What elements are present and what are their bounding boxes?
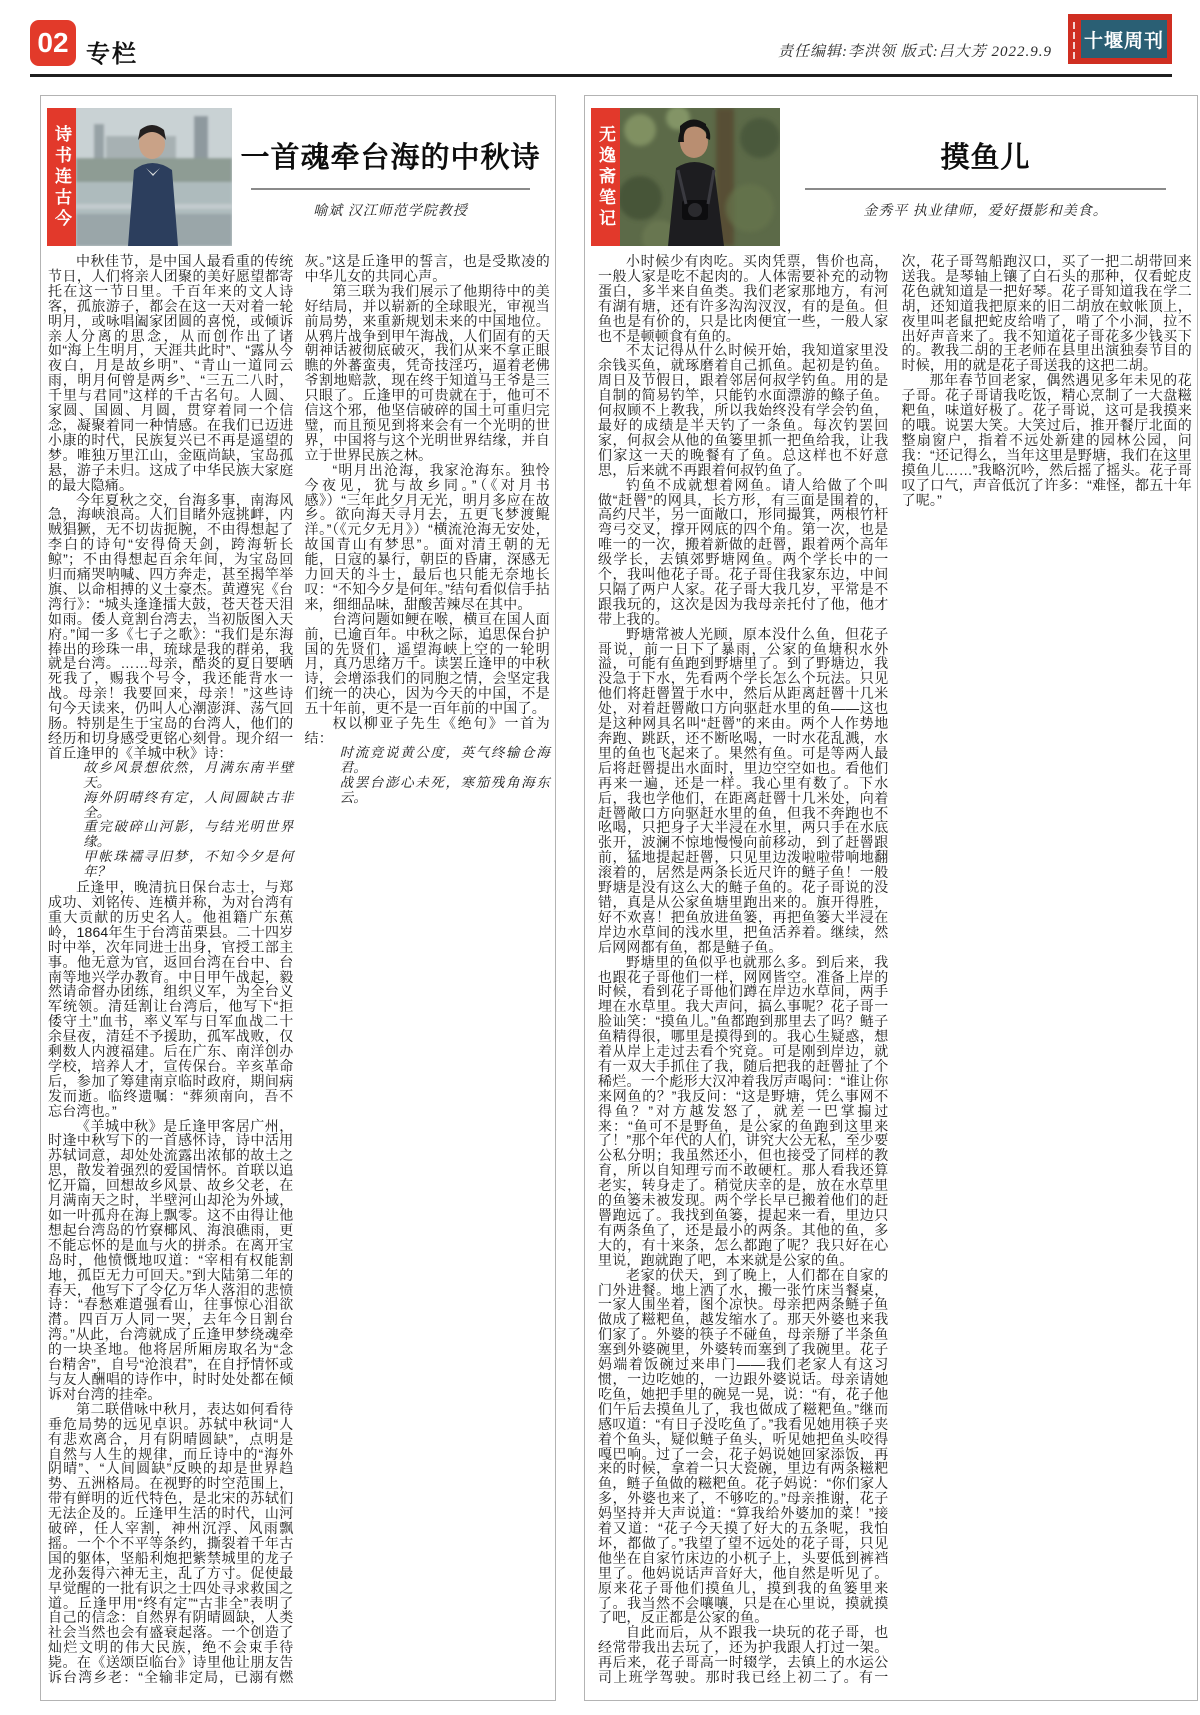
paragraph: 丘逢甲，晚清抗日保台志士，与郑成功、刘铭传、连横并称，为对台湾有重大贡献的历史名人。他祖籍广东蕉岭，1864年生于台湾苗栗县。二十四岁时中举，次年同进士出身，官授工部主事。他无意为官，返回台湾在台中、台南等地兴学办教育。中日甲午战起，毅然请命督办团练，组织义军，为全台义军统领。清廷割让台湾后，他写下“拒倭守土”血书，率义军与日军血战二十余昼夜，清廷不予援助，孤军战败，仅剩数人内渡福建。后在广东、南洋创办学校，培养人才，宣传保台。辛亥革命后，参加了筹建南京临时政府，期间病发而逝。临终遗嘱：“葬须南向，吾不忘台湾也。” xyxy=(48,879,294,1119)
right-title-area xyxy=(780,108,1191,246)
paragraph: 野塘里的鱼似乎也就那么多。到后来，我也跟花子哥他们一样，网网皆空。准备上岸的时候，看到花子哥他们蹲在岸边水草间，两手埋在水草里。我大声问，搞么事呢？花子哥一脸讪笑：“摸鱼儿。”鱼都跑到那里去了吗？鲢子鱼精得很，哪里是摸得到的。我心生疑惑，想着从岸上走过去看个究竟。可是刚到岸边，就有一双大手抓住了我，随后把我的赶罾扯了个稀烂。一个彪形大汉冲着我厉声喝问：“谁让你来网鱼的？”我反问：“这是野塘，凭么事网不得鱼？”对方越发怒了，就差一巴掌搧过来：“鱼可不是野鱼，是公家的鱼跑到这里来了！”那个年代的人们，讲究大公无私，至少要公私分明；我虽然还小，但也接受了同样的教育，所以自知理亏而不敢硬杠。那人看我还算老实，转身走了。稍觉庆幸的是，放在水草里的鱼篓未被发现。两个学长早已搬着他们的赶罾跑远了。我找到鱼篓，提起来一看，里边只有两条鱼了，还是最小的两条。其他的鱼，多大的，有十来条，怎么都跑了呢？我只好在心里说，跑就跑了吧，本来就是公家的鱼。 xyxy=(598,953,889,1268)
masthead-microtext-band xyxy=(1068,14,1081,64)
poem-line: 战罢台澎心未死，寒笳残角海东云。 xyxy=(339,774,550,805)
left-title-rule xyxy=(251,188,530,190)
paragraph: 小时候少有肉吃。买肉凭票，售价也高，一般人家是吃不起肉的。人体需要补充的动物蛋白，多半来自鱼类。我们老家那地方，有河有湖有塘，还有许多沟沟汊汊，有的是鱼。但鱼也是有价的，只是比肉便宜一些，一般人家也不是顿顿食有鱼的。 xyxy=(598,253,889,344)
right-article-panel xyxy=(584,95,1198,1701)
paragraph: 不太记得从什么时候开始，我知道家里没余钱买鱼，就琢磨着自己抓鱼。起初是钓鱼。周日及节假日，跟着邻居何叔学钓鱼。用的是自制的简易钓竿，只能钓水面漂游的鲦子鱼。何叔顾不上教我，所以我始终没有学会钓鱼，最好的成绩是半天钓了一条鱼。每次钓罢回家，何叔会从他的鱼篓里抓一把鱼给我，让我们家这一天的晚餐有了鱼。总这样也不好意思，后来就不再跟着何叔钓鱼了。 xyxy=(598,342,889,478)
left-column-label-strip xyxy=(47,108,76,246)
paragraph: 权以柳亚子先生《绝句》一首为结： xyxy=(304,715,550,746)
poem-line: 重完破碎山河影，与结光明世界缘。 xyxy=(83,819,294,850)
poem-line: 故乡风景想依然，月满东南半壁天。 xyxy=(83,759,294,790)
paragraph: 老家的伏天，到了晚上，人们都在自家的门外进餐。地上洒了水，搬一张竹床当餐桌，一家人围坐着，图个凉快。母亲把两条鲢子鱼做成了糍粑鱼，越发缩水了。那天外婆也来我们家了。外婆的筷子不碰鱼，母亲掰了半条鱼塞到外婆碗里，外婆转而塞到了我碗里。花子妈端着饭碗过来串门——我们老家人有这习惯，一边吃她的，一边跟外婆说话。母亲请她吃鱼，她把手里的碗晃一晃，说：“有，花子他们午后去摸鱼儿了，我也做成了糍粑鱼。”继而感叹道：“有日子没吃鱼了。”我看见她用筷子夹着个鱼头，疑似鲢子鱼头，听见她把鱼头咬得嘎巴响。过了一会，花子妈说她回家添饭，再来的时候，拿着一只大瓷碗，里边有两条糍粑鱼，鲢子鱼做的糍粑鱼。花子妈说：“你们家人多，外婆也来了，不够吃的。”母亲推谢，花子妈坚持并大声说道：“算我给外婆加的菜！”接着又道：“花子今天摸了好大的五条呢，我怕坏，都做了。”我望了望不远处的花子哥，只见他坐在自家竹床边的小杌子上，头要低到裤裆里了。他妈说话声音好大，他自然是听见了。原来花子哥他们摸鱼儿，摸到我的鱼篓里来了。我当然不会嚷嚷，只是在心里说，摸就摸了吧，反正都是公家的鱼。 xyxy=(598,1266,889,1626)
left-column-label: 诗书连古今 xyxy=(52,124,71,230)
left-article-photo xyxy=(76,108,232,246)
section-title: 专栏 xyxy=(86,41,138,68)
poem-line: 甲帐珠襦寻旧梦，不知今夕是何年？ xyxy=(83,849,294,880)
masthead-title: 十堰周刊 xyxy=(1081,20,1167,58)
left-article-body xyxy=(48,254,550,1690)
editor-credit-line: 责任编辑:李洪领 版式:吕大芳 2022.9.9 xyxy=(778,44,1052,60)
left-article-byline: 喻斌 汉江师范学院教授 xyxy=(313,203,468,219)
paragraph: 《羊城中秋》是丘逢甲客居广州，时逢中秋写下的一首感怀诗，诗中活用苏轼词意，却处处流露出浓郁的故土之思，散发着强烈的爱国情怀。首联以追忆开篇，回想故乡风景、故乡父老，在月满南天之时，半壁河山却沦为外域，如一叶孤舟在海上飘零。这不由得让他想起台湾岛的竹寮椰风、海浪礁雨，更不能忘怀的是血与火的拼杀。在离开宝岛时，他愤慨地叹道：“宰相有权能割地，孤臣无力可回天。”到大陆第二年的春天，他写下了令亿万华人落泪的悲愤诗：“春愁难遣强看山，往事惊心泪欲潸。四百万人同一哭，去年今日割台湾。”从此，台湾就成了丘逢甲梦绕魂牵的一块圣地。他将居所厢房取名为“念台精舍”，自号“沧浪君”，在自抒情怀或与友人酬唱的诗作中，时时处处都在倾诉对台湾的挂牵。 xyxy=(48,1117,294,1402)
left-article-panel xyxy=(40,95,556,1701)
right-article-titleblock xyxy=(591,108,1191,246)
paragraph: 自此而后，从不跟我一块玩的花子哥，也经常带我出去玩了，还为护我跟人打过一架。再后来，花子哥高一时辍学，去镇上的水运公司上班学驾驶。那时我已经上初二了。有一次，花子哥驾船跑汉口，买了一把二胡带回来送我。是琴轴上镶了白石头的那种，仅看蛇皮花色就知道是一把好琴。花子哥知道我在学二胡，还知道我把原来的旧二胡放在蚊帐顶上，夜里叫老鼠把蛇皮给啃了，啃了个小洞，拉不出好声音来了。我不知道花子哥花多少钱买下的。教我二胡的王老师在县里出演独奏节目的时候，用的就是花子哥送我的这把二胡。 xyxy=(598,253,1192,1686)
header-rule xyxy=(30,74,1172,77)
right-article-title: 摸鱼儿 xyxy=(940,141,1031,174)
paragraph: 台湾问题如鲠在喉，横亘在国人面前，已逾百年。中秋之际，追思保台护国的先贤们，遥望海峡上空的一轮明月，真乃思绪万千。读罢丘逢甲的中秋诗，会增添我们的同胞之情，会坚定我们统一的决心，因为今天的中国，不是五十年前，更不是一百年前的中国了。 xyxy=(304,610,550,717)
left-article-titleblock xyxy=(47,108,549,246)
page-header xyxy=(0,0,1200,95)
paragraph: 第二联借咏中秋月，表达如何看待垂危局势的远见卓识。苏轼中秋词“人有悲欢离合，月有阴晴圆缺”，点明是自然与人生的规律，而丘诗中的“海外阴晴”、“人间圆缺”反映的却是世界趋势、五洲格局。在视野的时空范围上，带有鲜明的近代特色，是北宋的苏轼们无法企及的。丘逢甲生活的时代，山河破碎，任人宰割，神州沉浮、风雨飘摇。一个个不平等条约，撕裂着千年古国的躯体，坚船利炮把紫禁城里的龙子龙孙轰得六神无主，乱了方寸。促使最早觉醒的一批有识之士四处寻求救国之道。丘逢甲用“终有定”“古非全”表明了自己的信念：自然界有阴晴圆缺，人类社会当然也会有盛衰起落。一个创造了灿烂文明的伟大民族，绝不会束手待毙。在《送颂臣临台》诗里他让朋友告诉台湾乡老：“全输非定局，已溺有燃灰。”这是丘逢甲的誓言，也是受欺凌的中华儿女的共同心声。 xyxy=(48,253,550,1686)
right-article-byline: 金秀平 执业律师，爱好摄影和美食。 xyxy=(863,203,1108,219)
paragraph: “明月出沧海，我家沧海东。独怜今夜见，犹与故乡同。”（《对月书感》）“三年此夕月无光，明月多应在故乡。欲向海天寻月去，五更飞梦渡鲲洋。”（《元夕无月》）“横流沧海无安处，故国青山有梦思”。面对清王朝的无能，日寇的暴行，朝臣的昏庸，深感无力回天的斗士，最后也只能无奈地长叹：“不知今夕是何年。”结句看似信手拈来，细细品味，甜酸苦辣尽在其中。 xyxy=(304,461,550,612)
paragraph: 野塘常被人光顾，原本没什么鱼，但花子哥说，前一日下了暴雨，公家的鱼塘积水外溢，可能有鱼跑到野塘里了。到了野塘边，我没急于下水，先看两个学长怎么个玩法。只见他们将赶罾置于水中，然后从距离赶罾十几米处，对着赶罾敞口方向驱赶水里的鱼——这也是这种网具名叫“赶罾”的来由。两个人作势地奔跑、跳跃，还不断吆喝，一时水花乱溅，水里的鱼也飞起来了。果然有鱼。可是等两人最后将赶罾提出水面时，里边空空如也。看他们再来一遍，还是一样。我心里有数了。下水后，我也学他们，在距离赶罾十几米处，向着赶罾敞口方向驱赶水里的鱼，但我不奔跑也不吆喝，只把身子大半浸在水里，两只手在水底张开，波澜不惊地慢慢向前移动，到了赶罾跟前，猛地提起赶罾，只见里边泼啦啦带响地翻滚着的，居然是两条长近尺许的鲢子鱼！一般野塘是没有这么大的鲢子鱼的。花子哥说的没错，真是从公家鱼塘里跑出来的。旗开得胜，好不欢喜！把鱼放进鱼篓，再把鱼篓大半浸在岸边水草间的浅水里，把鱼活养着。继续，然后网网都有鱼，都是鲢子鱼。 xyxy=(598,625,889,955)
poem-line: 时流竞说黄公度，英气终输仓海君。 xyxy=(339,744,550,775)
right-article-body xyxy=(598,254,1192,1690)
masthead-logo xyxy=(1068,14,1172,64)
poem-line: 海外阴晴终有定，人间圆缺古非全。 xyxy=(83,789,294,820)
left-title-area xyxy=(232,108,549,246)
right-article-photo xyxy=(620,108,780,246)
paragraph: 第三联为我们展示了他期待中的美好结局，并以崭新的全球眼光，审视当前局势，来重新规划未来的中国地位。从鸦片战争到甲午海战，人们固有的天朝神话被彻底破灭，我们从来不拿正眼瞧的外蕃蛮夷，凭奇技淫巧，逼着老佛爷割地赔款，现在终于知道马王爷是三只眼了。丘逢甲的可贵就在于，他可不信这个邪，他坚信破碎的国土可重归完璧，而且预见到将来会有一个光明的世界，中国将与这个光明世界结缘，并自立于世界民族之林。 xyxy=(304,282,550,463)
paragraph: 中秋佳节，是中国人最看重的传统节日，人们将亲人团聚的美好愿望都寄托在这一节日里。千百年来的文人诗客，孤旅游子，都会在这一天对着一轮明月，或咏唱阖家团圆的喜悦，或倾诉亲人分离的思念，从而创作出了诸如“海上生明月，天涯共此时”、“露从今夜白，月是故乡明”、“青山一道同云雨，明月何曾是两乡”、“三五二八时，千里与君同”这样的千古名句。人圆、家圆、国圆、月圆，贯穿着同一个信念，凝聚着同一种情感。在我们已迈进小康的时代，民族复兴已不再是遥望的梦。唯独万里江山，金瓯尚缺，宝岛孤悬，游子未归。这成了中华民族大家庭的最大隐痛。 xyxy=(48,253,294,493)
paragraph: 今年夏秋之交，台海多事，南海风急，海峡浪高。人们目睹外寇挑衅，内贼猖獗，无不切齿扼腕，不由得想起了李白的诗句“安得倚天剑，跨海斩长鲸”；不由得想起百余年间，为宝岛回归而痛哭呐喊、四方奔走，甚至揭竿举旗、以命相搏的义士豪杰。黄遵宪《台湾行》：“城头逢逢擂大鼓，苍天苍天泪如雨。倭人竟割台湾去，当初版图入天府。”闻一多《七子之歌》：“我们是东海捧出的珍珠一串，琉球是我的群弟，我就是台湾。……母亲，酷炎的夏日要晒死我了，赐我个号令，我还能背水一战。母亲！我要回来，母亲！”这些诗句今天读来，仍叫人心潮澎湃、荡气回肠。特别是生于宝岛的台湾人，他们的经历和切身感受更铭心刻骨。现介绍一首丘逢甲的《羊城中秋》诗： xyxy=(48,491,294,761)
paragraph: 那年春节回老家，偶然遇见多年未见的花子哥。花子哥请我吃饭，精心烹制了一大盘糍粑鱼，味道好极了。花子哥说，这可是我摸来的哦。说罢大笑。大笑过后，推开餐厅北面的整扇窗户，指着不远处新建的园林公园，问我：“还记得么，当年这里是野塘，我们在这里摸鱼儿……”我略沉吟，然后摇了摇头。花子哥叹了口气，声音低沉了许多：“难怪，都五十年了呢。” xyxy=(901,372,1192,508)
right-column-label-strip xyxy=(591,108,620,246)
page-number-badge: 02 xyxy=(30,20,76,66)
right-title-rule xyxy=(805,188,1167,190)
paragraph: 钓鱼不成就想着网鱼。请人给做了个叫做“赶罾”的网具，长方形，有三面是围着的，高约尺半，另一面敞口，形同撮箕，两根竹杆弯弓交叉，撑开网底的四个角。第一次，也是唯一的一次，搬着新做的赶罾，跟着两个高年级学长，去镇郊野塘网鱼。两个学长中的一个，我叫他花子哥。花子哥住我家东边，中间只隔了两户人家。花子哥大我几岁，平常是不跟我玩的，这次是因为我母亲托付了他，他才带上我的。 xyxy=(598,476,889,627)
left-article-title: 一首魂牵台海的中秋诗 xyxy=(240,141,541,174)
right-column-label: 无逸斋笔记 xyxy=(596,124,615,230)
